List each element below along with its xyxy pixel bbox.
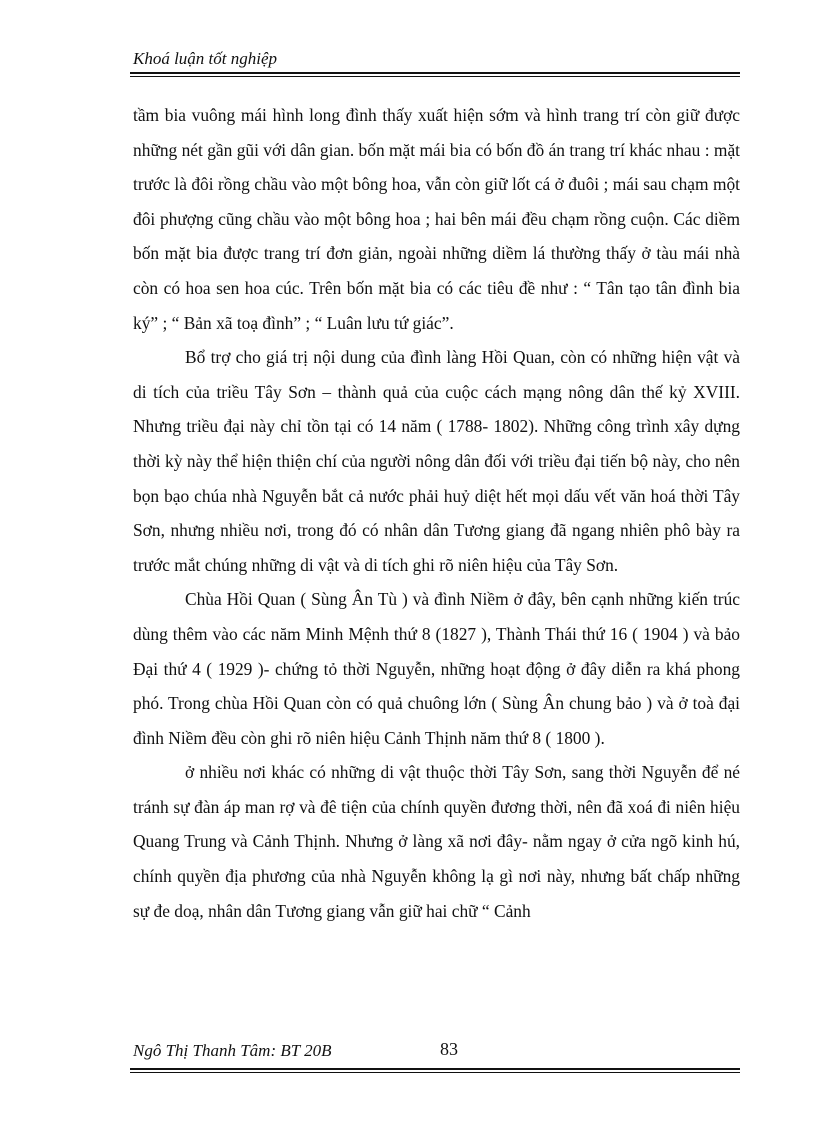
paragraph-3: Chùa Hồi Quan ( Sùng Ân Tù ) và đình Niềm ở đây, bên cạnh những kiến trúc dùng thêm vào các năm Minh Mệnh thứ 8 (1827 ), Thành Thái thứ 16 ( 1904 ) và bảo Đại thứ 4 ( 1929 )- chứng tỏ thời Nguyễn, những hoạt động ở đây diễn ra khá phong phó. Trong chùa Hồi Quan còn có quả chuông lớn ( Sùng Ân chung bảo ) và ở toà đại đình Niềm đều còn ghi rõ niên hiệu Cảnh Thịnh năm thứ 8 ( 1800 ).	[133, 589, 740, 748]
document-body	[133, 98, 740, 928]
footer-author: Ngô Thị Thanh Tâm: BT 20B	[133, 1041, 332, 1060]
page-header	[133, 48, 738, 70]
paragraph-2: Bổ trợ cho giá trị nội dung của đình làng Hồi Quan, còn có những hiện vật và di tích của triều Tây Sơn – thành quả của cuộc cách mạng nông dân thế kỷ XVIII. Nhưng triều đại này chỉ tồn tại có 14 năm ( 1788- 1802). Những công trình xây dựng thời kỳ này thể hiện thiện chí của người nông dân đối với triều đại tiến bộ này, cho nên bọn bạo chúa nhà Nguyễn bắt cả nước phải huỷ diệt hết mọi dấu vết văn hoá thời Tây Sơn, nhưng nhiều nơi, trong đó có nhân dân Tương giang đã ngang nhiên phô bày ra trước mắt chúng những di vật và di tích ghi rõ niên hiệu của Tây Sơn.	[133, 347, 740, 575]
page-number: 83	[440, 1039, 458, 1059]
header-title: Khoá luận tốt nghiệp	[133, 49, 278, 68]
paragraph-4: ở nhiều nơi khác có những di vật thuộc thời Tây Sơn, sang thời Nguyễn để né tránh sự đàn áp man rợ và đê tiện của chính quyền đương thời, nên đã xoá đi niên hiệu Quang Trung và Cảnh Thịnh. Nhưng ở làng xã nơi đây- nằm ngay ở cửa ngõ kinh hú, chính quyền địa phương của nhà Nguyễn không lạ gì nơi này, nhưng bất chấp những sự đe doạ, nhân dân Tương giang vẫn giữ hai chữ “ Cảnh	[133, 762, 740, 921]
paragraph-1: tầm bia vuông mái hình long đình thấy xuất hiện sớm và hình trang trí còn giữ được những nét gần gũi với dân gian. bốn mặt mái bia có bốn đồ án trang trí khác nhau : mặt trước là đôi rồng chầu vào một bông hoa, vẫn còn giữ lốt cá ở đuôi ; mái sau chạm một đôi phượng cũng chầu vào một bông hoa ; hai bên mái đều chạm rồng cuộn. Các diềm bốn mặt bia được trang trí đơn giản, ngoài những diềm lá thường thấy ở tàu mái nhà còn có hoa sen hoa cúc. Trên bốn mặt bia có các tiêu đề như : “ Tân tạo tân đình bia ký” ; “ Bản xã toạ đình” ; “ Luân lưu tứ giác”.	[133, 105, 740, 333]
footer-rule	[130, 1068, 740, 1073]
header-rule	[130, 72, 740, 77]
